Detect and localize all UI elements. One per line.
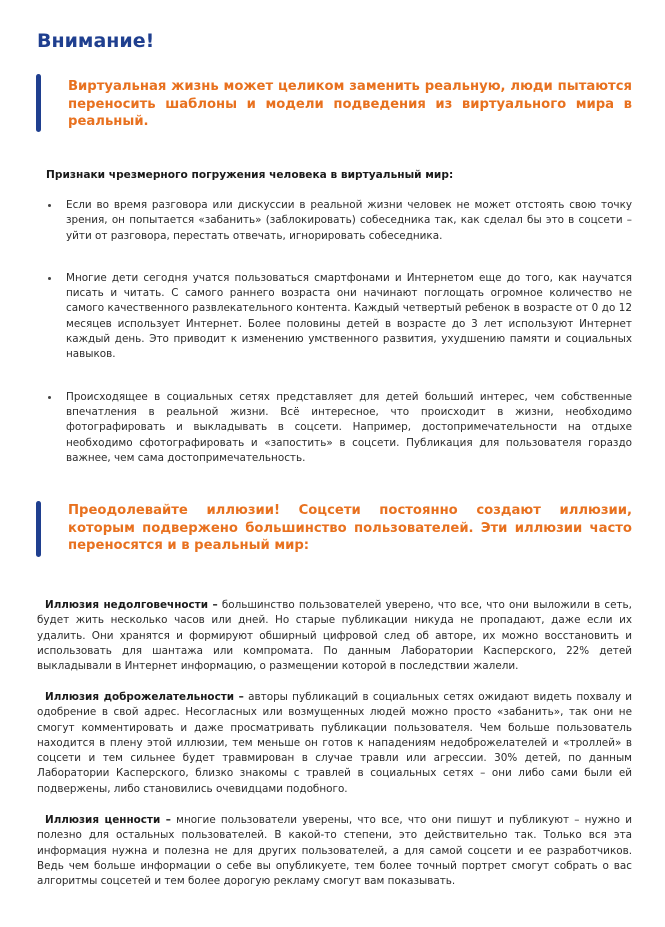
list-item-text: Если во время разговора или дискуссии в реальной жизни человек не может отстоять свою точку зрения, он попытается «забанить» (заблокировать) собеседника так, как сделал бы это в соцсети – уйти от разговора, перестать отвечать, игнорировать собеседника.	[66, 199, 632, 242]
illusion-term: Иллюзия ценности –	[45, 814, 171, 826]
bullet-icon	[48, 396, 51, 399]
callout-accent-bar	[36, 501, 41, 557]
illusion-paragraph	[37, 813, 632, 889]
callout-accent-text: Преодолевайте иллюзии!	[68, 503, 280, 518]
list-item-text: Многие дети сегодня учатся пользоваться смартфонами и Интернетом еще до того, как научатся писать и читать. С самого раннего возраста они начинают поглощать огромное количество не самого качественного развлекательного контента. Каждый четвертый ребенок в возрасте от 0 до 12 месяцев использует Интернет. Более половины детей в возрасте до 3 лет используют Интернет каждый день. Это приводит к изменению умственного развития, ухудшению памяти и социальных навыков.	[66, 271, 632, 361]
page-title: Внимание!	[37, 30, 155, 52]
signs-heading: Признаки чрезмерного погружения человека в виртуальный мир:	[46, 169, 454, 181]
illusion-term: Иллюзия недолговечности –	[45, 599, 218, 611]
list-item	[40, 198, 632, 244]
warning-callout	[36, 74, 632, 132]
list-item	[40, 271, 632, 363]
signs-list	[40, 198, 632, 466]
illusion-paragraph	[37, 598, 632, 674]
callout-accent-bar	[36, 74, 41, 132]
bullet-icon	[48, 277, 51, 280]
callout-body-text: Соцсети постоянно создают иллюзии, которым подвержено большинство пользователей. Эти иллюзии часто переносятся и в реальный мир:	[68, 503, 632, 554]
illusions-callout	[36, 501, 632, 557]
list-item-text: Происходящее в социальных сетях представляет для детей больший интерес, чем собственные впечатления в реальной жизни. Всё интересное, что происходит в жизни, необходимо фотографировать и выкладывать в соцсети. Например, достопримечательности на отдыхе необходимо сфотографировать и «запостить» в соцсети. Публикация для пользователя гораздо важнее, чем сама достопримечательность.	[66, 390, 632, 464]
callout-text	[68, 501, 632, 555]
illusion-paragraph	[37, 690, 632, 797]
bullet-icon	[48, 204, 51, 207]
callout-text: Виртуальная жизнь может целиком заменить реальную, люди пытаются переносить шаблоны и модели подведения из виртуального мира в реальный.	[68, 79, 632, 130]
illusion-text: большинство пользователей уверено, что все, что они выложили в сеть, будет жить несколько часов или дней. Но старые публикации никуда не пропадают, даже если их удалить. Они хранятся и формируют обширный цифровой след об авторе, их можно восстановить и использовать для шантажа или компромата. По данным Лаборатории Касперского, 22% детей выкладывали в Интернет информацию, о размещении которой в последствии жалели.	[37, 599, 632, 673]
illusion-term: Иллюзия доброжелательности –	[45, 691, 244, 703]
illusion-text: многие пользователи уверены, что все, что они пишут и публикуют – нужно и полезно для остальных пользователей. В какой-то степени, это действительно так. Только вся эта информация нужна и полезна не для других пользователей, а для самой соцсети и ее разработчиков. Ведь чем больше информации о себе вы опубликуете, тем более точный портрет смогут собрать о вас алгоритмы соцсетей и тем более дорогую рекламу смогут вам показывать.	[37, 814, 632, 888]
illusion-text: авторы публикаций в социальных сетях ожидают видеть похвалу и одобрение в свой адрес. Несогласных или возмущенных людей можно просто «забанить», так они не смогут комментировать и даже просматривать публикации пользователя. Чем больше пользователь находится в плену этой иллюзии, тем меньше он готов к нападениям недоброжелателей и «троллей» в соцсети и тем сильнее будет травмирован в случае травли или агрессии. 30% детей, по данным Лаборатории Касперского, близко знакомы с травлей в социальных сетях – они либо сами были ей подвержены, либо становились очевидцами подобного.	[37, 691, 632, 795]
list-item	[40, 390, 632, 466]
